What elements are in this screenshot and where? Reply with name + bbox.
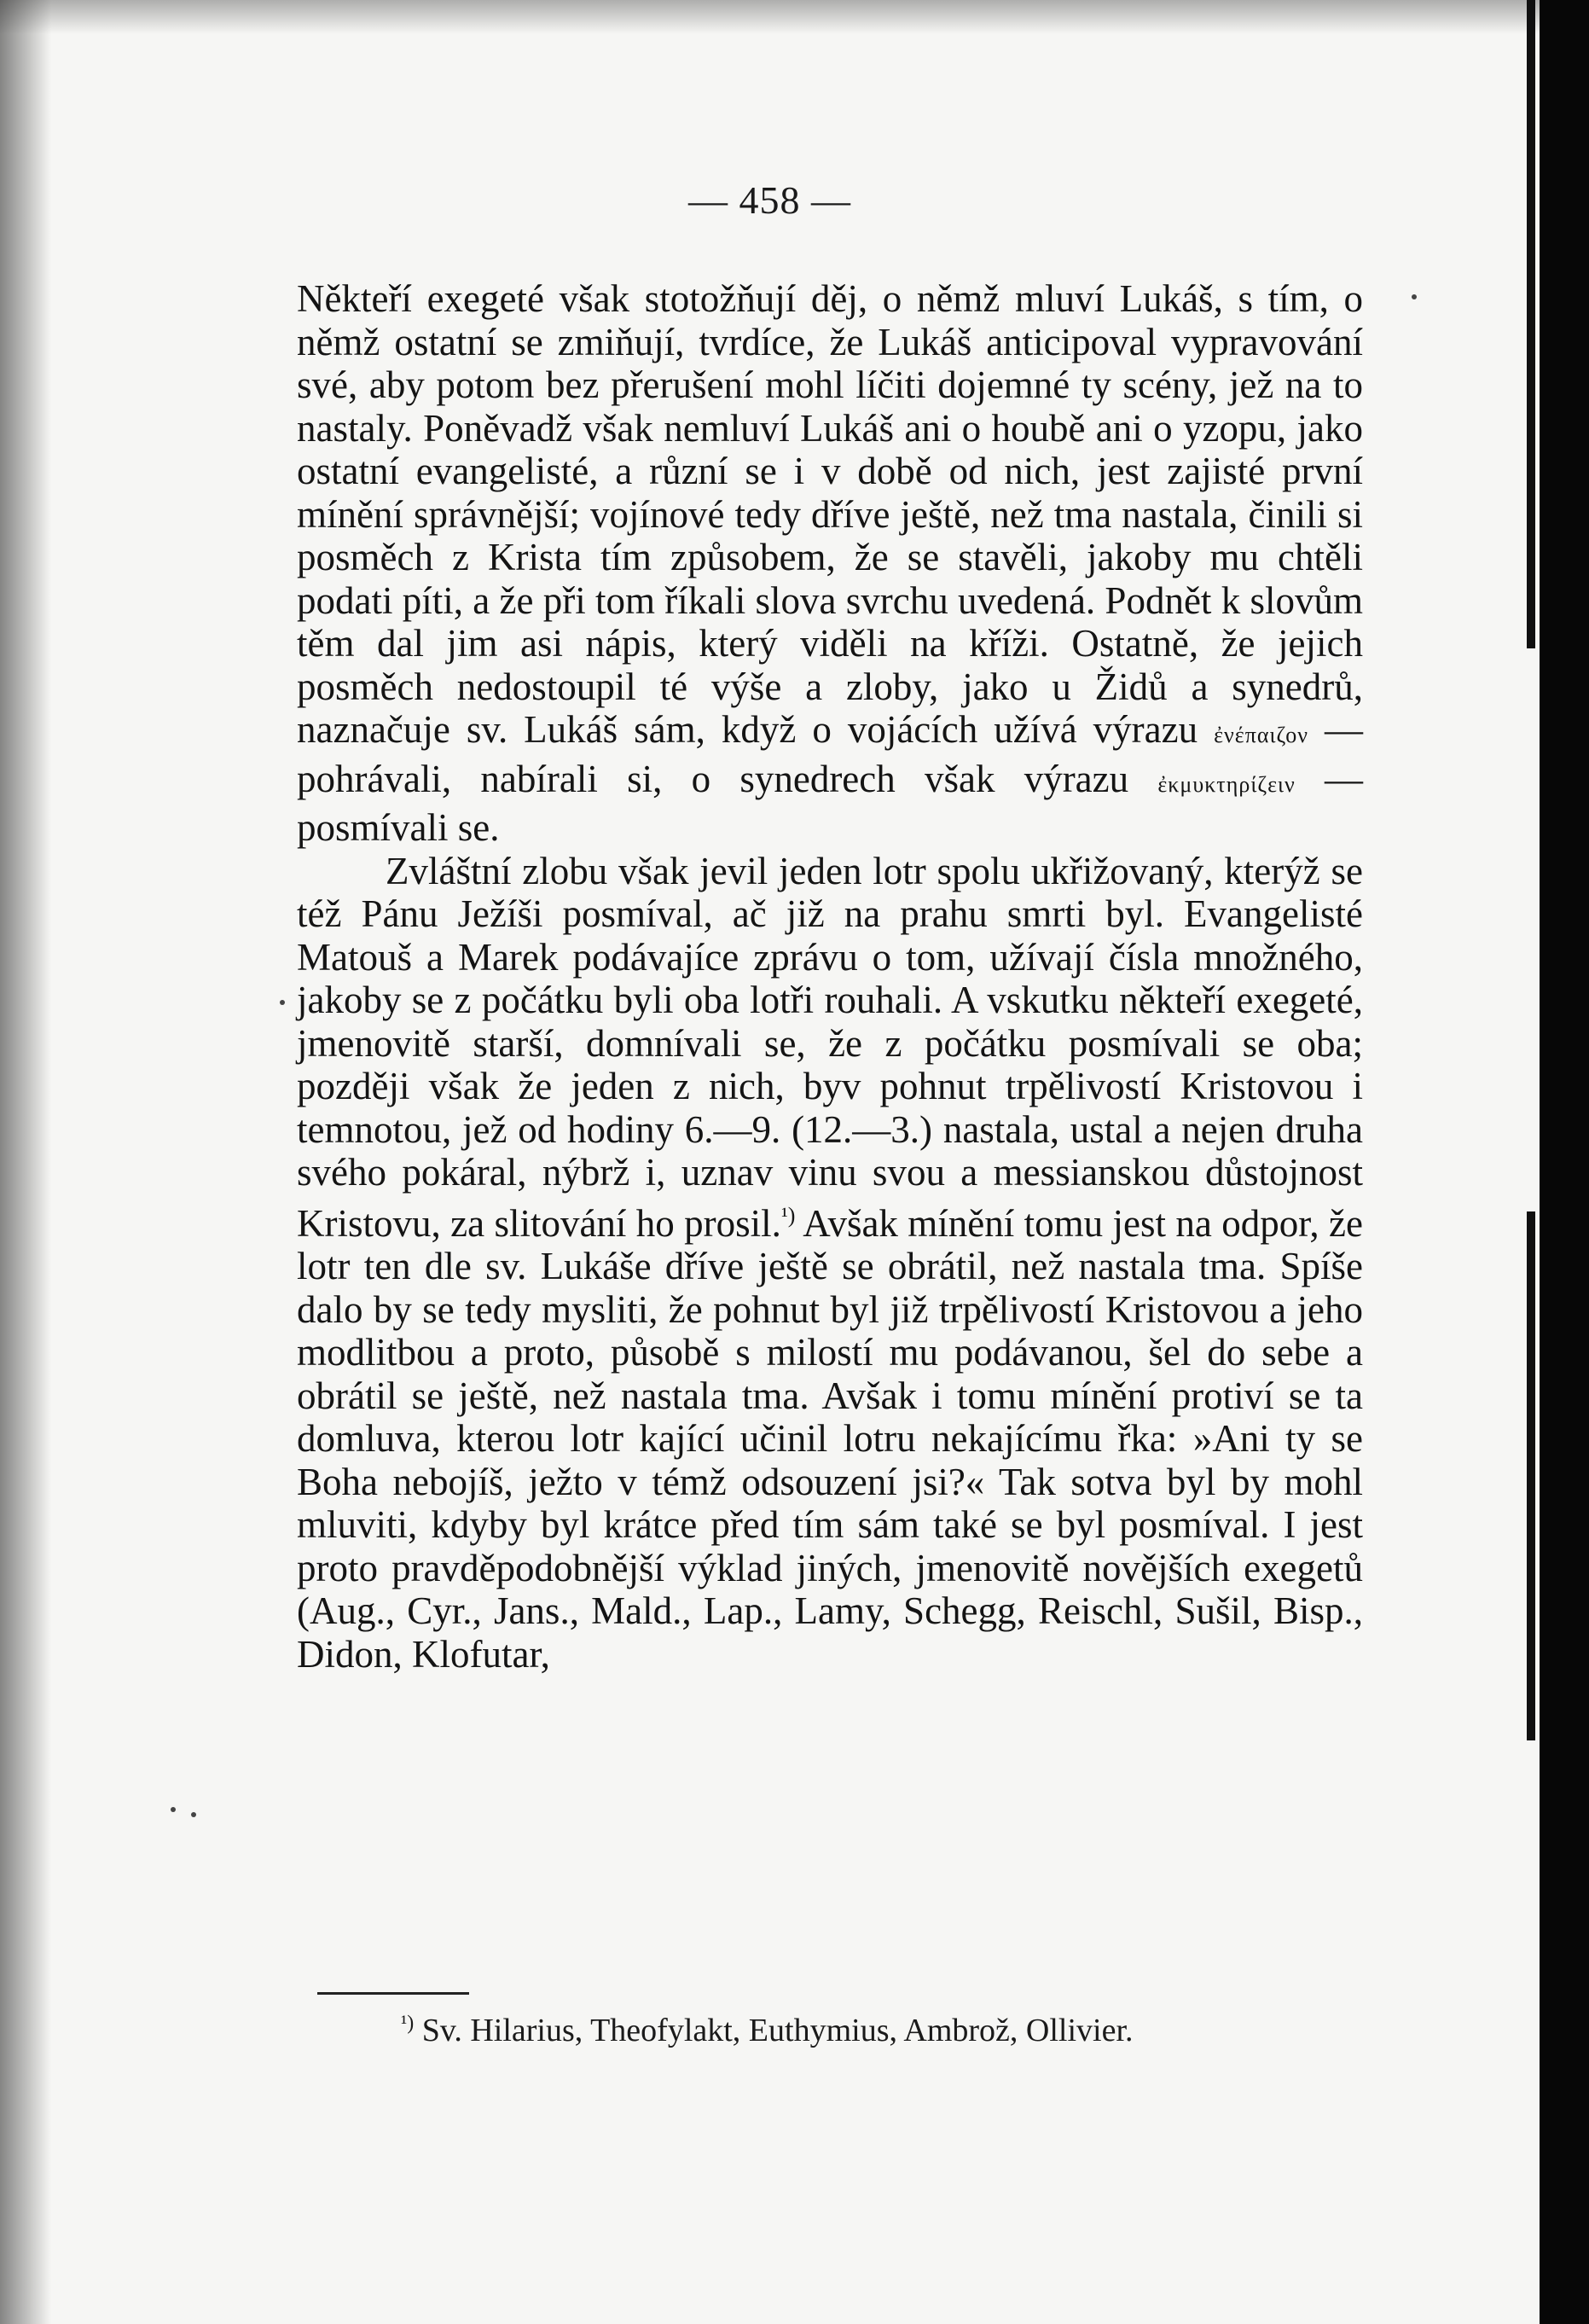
footnote-reference: ¹)	[780, 1202, 796, 1228]
text-run: Zvláštní zlobu však jevil jeden lotr spolu ukřižovaný, kterýž se též Pánu Ježíši posmíval, ač již na prahu smrti byl. Evangelisté Matouš a Marek podávajíce zprávu o tom, užívají čísla množného, jakoby se z počátku byli oba lotři rouhali. A vskutku někteří exegeté, jmenovitě starší, domnívali se, že z počátku posmívali se oba; později však že jeden z nich, byv pohnut trpělivostí Kristovou i temnotou, jež od hodiny 6.—9. (12.—3.) nastala, ustal a nejen druha svého pokáral, nýbrž i, uznav vinu svou a messianskou důstojnost Kristovu, za slitování ho prosil.	[297, 849, 1363, 1245]
scan-edge-line	[1527, 1211, 1535, 1740]
paragraph	[297, 850, 1363, 1676]
scan-shadow-top	[0, 0, 1540, 34]
footnote	[401, 2012, 1134, 2049]
text-run: — pohrávali, nabírali si, o synedrech však výrazu	[297, 708, 1364, 800]
scan-speck	[191, 1812, 196, 1817]
footnote-text: Sv. Hilarius, Theofylakt, Euthymius, Ambrož, Ollivier.	[414, 2013, 1134, 2048]
scan-shadow-left	[0, 0, 51, 2324]
scan-edge-line	[1527, 0, 1535, 648]
scan-speck	[171, 1807, 176, 1812]
greek-term: ἐνέπαιζον	[1214, 723, 1309, 747]
greek-term: ἐκμυκτηρίζειν	[1157, 771, 1296, 797]
text-run: — posmívali se.	[297, 757, 1363, 849]
text-run: Někteří exegeté však stotožňují děj, o němž mluví Lukáš, s tím, o němž ostatní se zmiňují, tvrdíce, že Lukáš anticipoval vypravování své, aby potom bez přerušení mohl líčiti dojemné ty scény, jež na to nastaly. Poněvadž však nemluví Lukáš ani o houbě ani o yzopu, jako ostatní evangelisté, a různí se i v době od nich, jest zajisté první mínění správnější; vojínové tedy dříve ještě, než tma nastala, činili si posměch z Krista tím způsobem, že se stavěli, jakoby mu chtěli podati píti, a že při tom říkali slova svrchu uvedená. Podnět k slovům těm dal jim asi nápis, který viděli na kříži. Ostatně, že jejich posměch nedostoupil té výše a zloby, jako u Židů a synedrů, naznačuje sv. Lukáš sám, když o vojácích užívá výrazu	[297, 277, 1363, 751]
body-text	[297, 277, 1363, 1676]
text-run: Avšak mínění tomu jest na odpor, že lotr ten dle sv. Lukáše dříve ještě se obrátil, než nastala tma. Spíše dalo by se tedy mysliti, že pohnut byl již trpělivostí Kristovou a jeho modlitbou a proto, působě s milostí mu podávanou, šel do sebe a obrátil se ještě, než nastala tma. Avšak i tomu mínění protiví se ta domluva, kterou lotr kající učinil lotru nekajícímu řka: »Ani ty se Boha nebojíš, ježto v témž odsouzení jsi?« Tak sotva byl by mohl mluviti, kdyby byl krátce před tím sám také se byl posmíval. I jest proto pravděpodobnější výklad jiných, jmenovitě novějších exegetů (Aug., Cyr., Jans., Mald., Lap., Lamy, Schegg, Reischl, Sušil, Bisp., Didon, Klofutar,	[297, 1201, 1363, 1676]
scan-speck	[280, 1000, 285, 1005]
paragraph	[297, 277, 1363, 850]
page-number: — 458 —	[688, 178, 851, 222]
footnote-rule	[317, 1992, 469, 1995]
footnote-marker: ¹)	[401, 2012, 415, 2035]
scan-edge-dark	[1540, 0, 1589, 2324]
scan-speck	[1412, 294, 1417, 299]
